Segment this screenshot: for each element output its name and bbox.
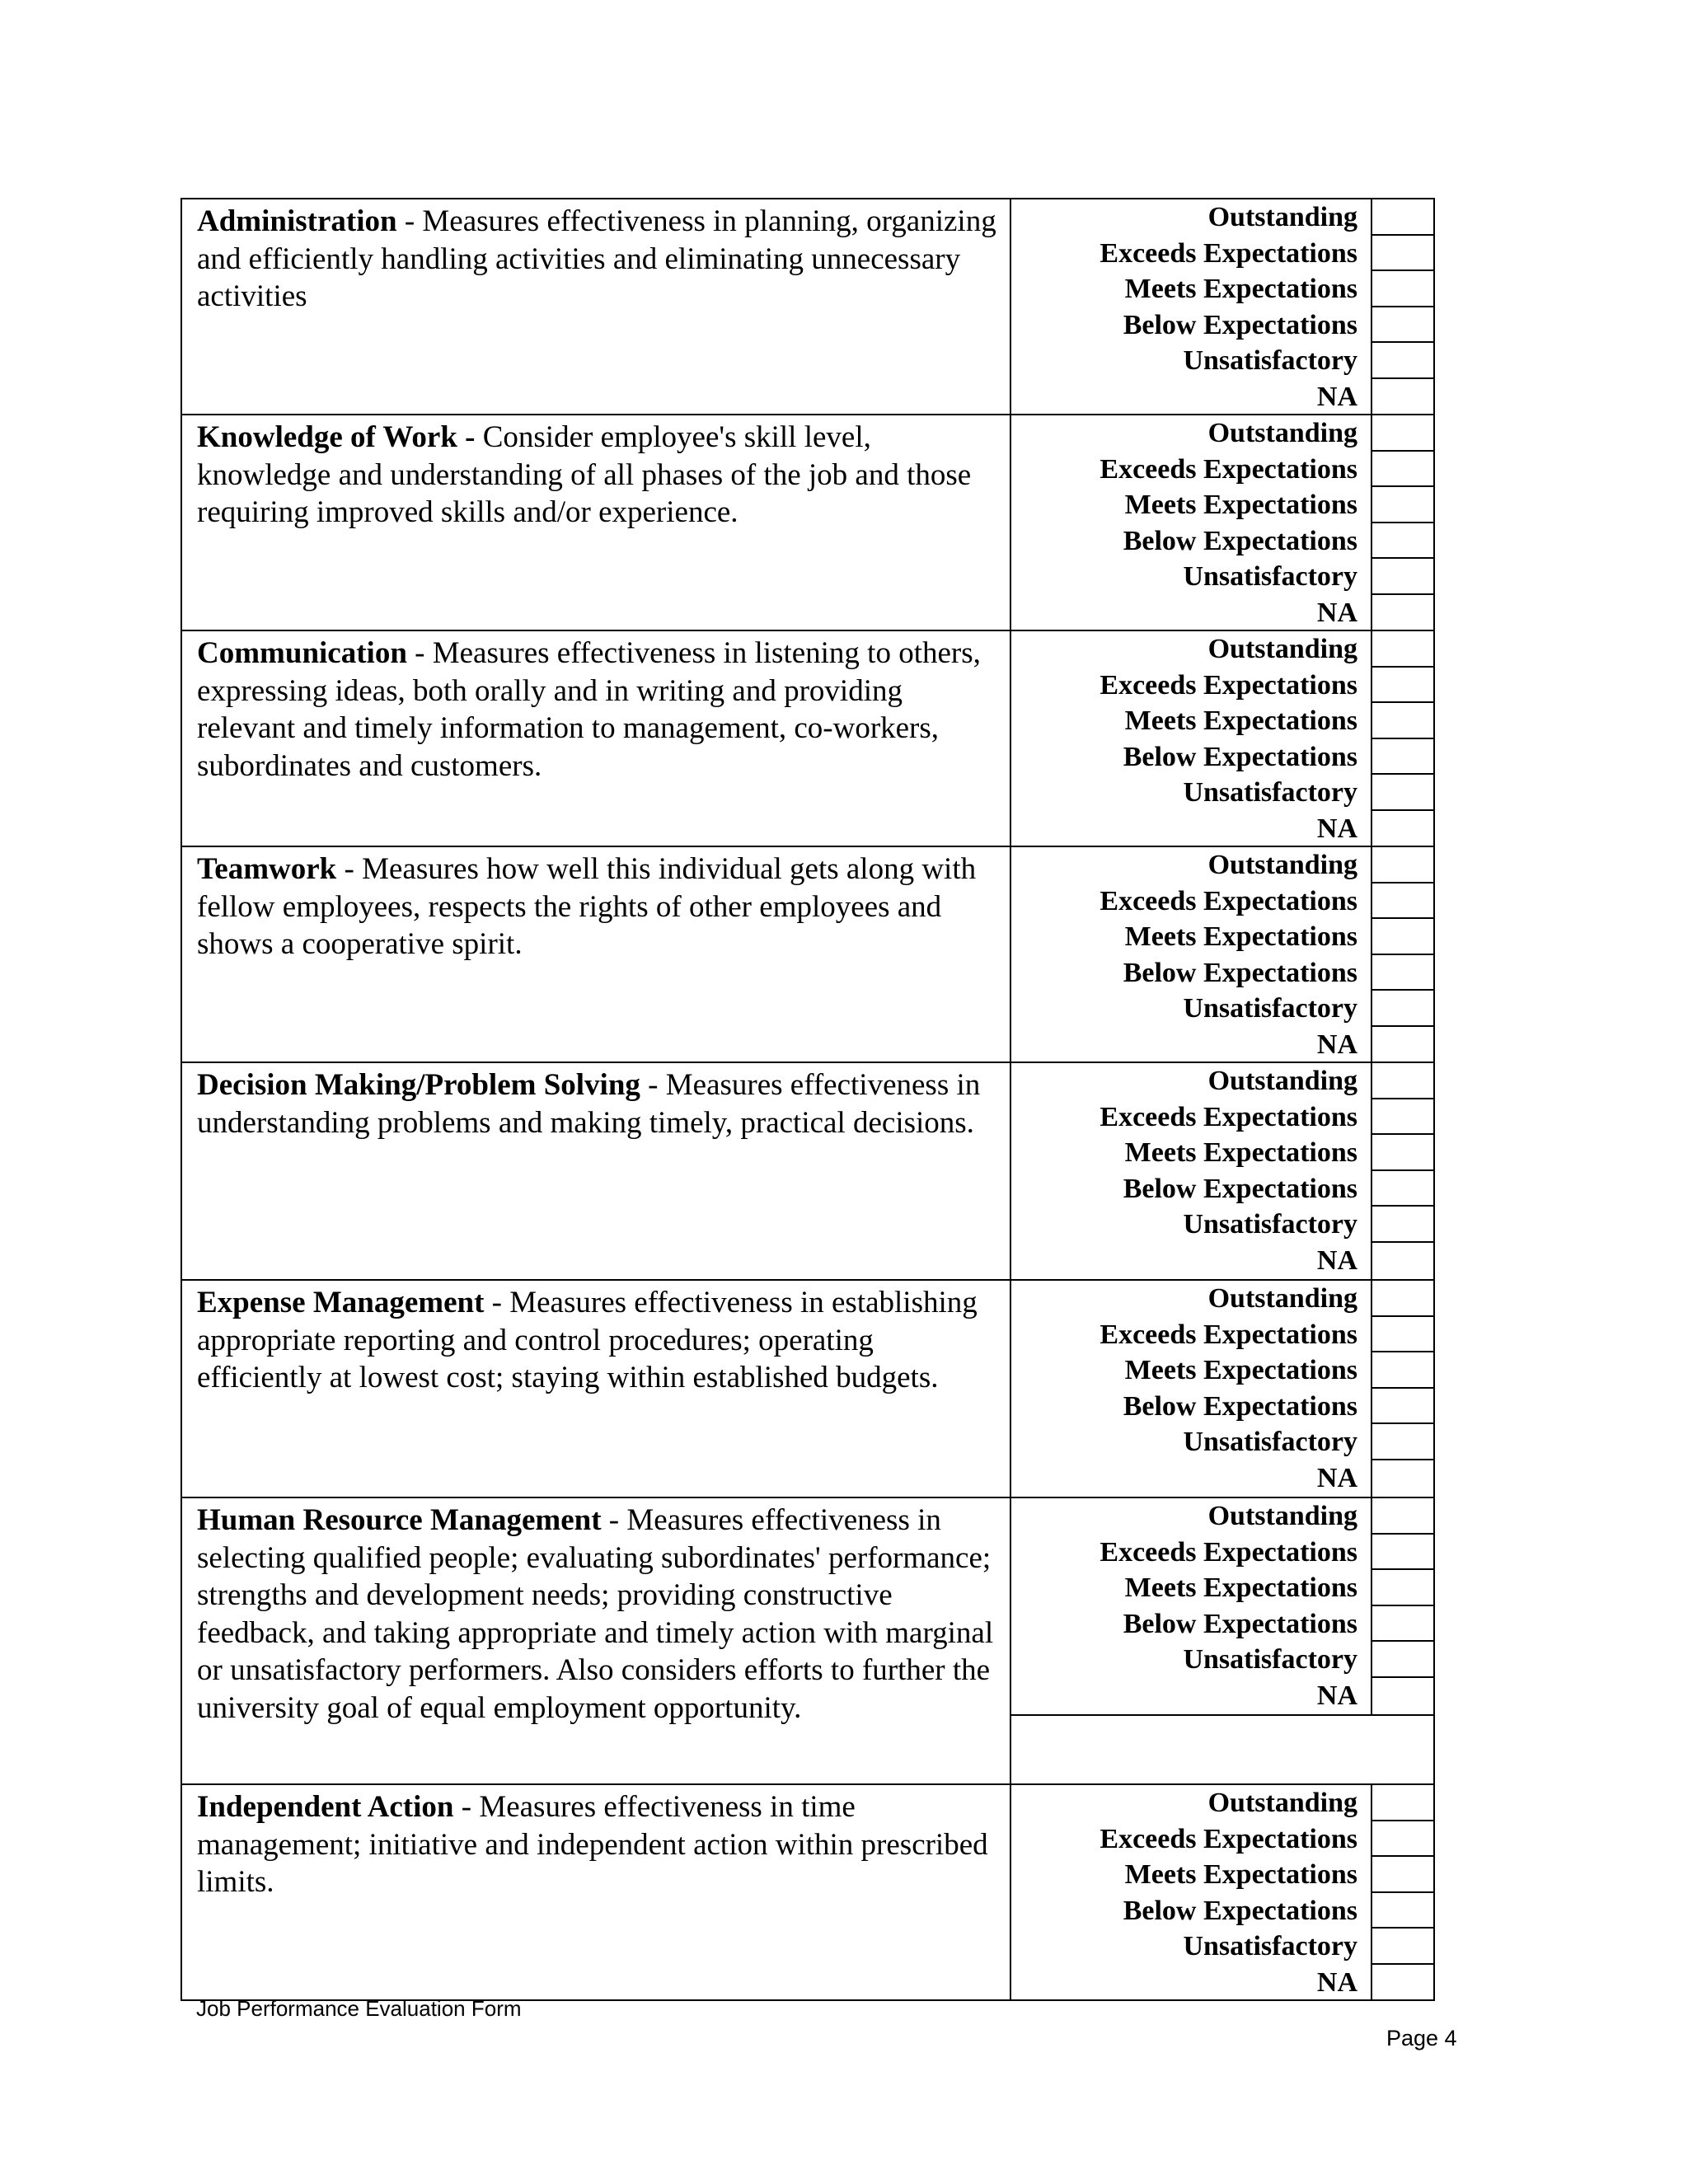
rating-option-unsatisfactory [1011,559,1433,595]
criterion-title: Decision Making/Problem Solving [197,1068,640,1102]
rating-label: Meets Expectations [1124,921,1357,953]
rating-label: Exceeds Expectations [1100,885,1357,916]
rating-checkbox[interactable] [1371,1063,1433,1099]
rating-label: Below Expectations [1123,1895,1357,1926]
criterion-description [182,199,1011,414]
rating-label: NA [1316,381,1357,412]
rating-option-na [1011,1965,1433,2001]
rating-checkbox[interactable] [1371,1606,1433,1643]
criterion-row-knowledge-of-work [182,415,1433,631]
rating-label: Unsatisfactory [1183,1209,1357,1240]
criterion-description [182,1498,1011,1783]
rating-checkbox[interactable] [1371,919,1433,955]
rating-option-na [1011,811,1433,847]
rating-label: Outstanding [1207,850,1357,880]
rating-label: Exceeds Expectations [1100,1319,1357,1350]
rating-option-exceeds [1011,1821,1433,1858]
rating-option-below [1011,955,1433,991]
criterion-separator: - [336,852,363,886]
criterion-description [182,631,1011,846]
rating-options [1011,1063,1433,1279]
rating-option-unsatisfactory [1011,1424,1433,1460]
rating-label: NA [1316,1029,1357,1060]
criterion-row-communication [182,631,1433,847]
rating-option-meets [1011,487,1433,523]
criterion-description [182,847,1011,1062]
criterion-row-expense-management [182,1281,1433,1498]
rating-option-outstanding [1011,1498,1433,1535]
rating-option-meets [1011,271,1433,307]
page-number: Page 4 [1386,2026,1457,2050]
rating-label: Outstanding [1207,634,1357,664]
rating-checkbox[interactable] [1371,595,1433,631]
rating-checkbox[interactable] [1371,307,1433,344]
criterion-row-teamwork [182,847,1433,1063]
criterion-title: Administration [197,204,397,238]
rating-option-below [1011,307,1433,344]
rating-options [1011,1785,1433,1999]
rating-option-meets [1011,703,1433,739]
rating-label: Unsatisfactory [1183,993,1357,1024]
rating-option-exceeds [1011,1317,1433,1353]
criterion-text: Measures effectiveness in listening to others, expressing ideas, both orally and in writing and providing relevant and timely information to management, co-workers, subordinates and customers. [197,636,981,783]
rating-option-outstanding [1011,1063,1433,1099]
criterion-title: Independent Action [197,1790,454,1824]
rating-option-na [1011,1243,1433,1279]
rating-options [1011,415,1433,630]
rating-checkbox[interactable] [1371,1207,1433,1243]
criterion-text: Measures effectiveness in establishing appropriate reporting and control procedures; operating efficiently at lowest cost; staying within established budgets. [197,1286,978,1394]
rating-checkbox[interactable] [1371,1642,1433,1678]
criterion-title: Teamwork [197,852,337,886]
rating-options [1011,199,1433,414]
rating-option-na [1011,379,1433,415]
criterion-text: Consider employee's skill level, knowledge and understanding of all phases of the job and those requiring improved skills and/or experience. [197,420,972,529]
rating-label: NA [1316,813,1357,844]
rating-checkbox[interactable] [1371,271,1433,307]
rating-checkbox[interactable] [1371,1821,1433,1858]
rating-label: Outstanding [1207,1501,1357,1531]
rating-label: Meets Expectations [1124,1572,1357,1604]
criterion-description [182,415,1011,630]
rating-option-exceeds [1011,883,1433,920]
rating-option-meets [1011,1857,1433,1893]
rating-options [1011,1498,1433,1783]
rating-checkbox[interactable] [1371,199,1433,236]
criterion-title: Communication [197,636,407,670]
rating-label: Meets Expectations [1124,705,1357,737]
rating-label: Outstanding [1207,418,1357,448]
rating-label: Below Expectations [1123,741,1357,772]
rating-checkbox[interactable] [1371,703,1433,739]
rating-label: Unsatisfactory [1183,777,1357,808]
rating-option-outstanding [1011,415,1433,452]
rating-checkbox[interactable] [1371,1857,1433,1893]
criterion-separator: - [640,1068,666,1102]
criterion-text: Measures effectiveness in understanding problems and making timely, practical decisions. [197,1068,981,1140]
rating-label: Meets Expectations [1124,1355,1357,1386]
rating-label: Below Expectations [1123,957,1357,988]
rating-label: Below Expectations [1123,1173,1357,1204]
rating-label: Outstanding [1207,1283,1357,1314]
rating-option-unsatisfactory [1011,1642,1433,1678]
rating-label: Outstanding [1207,1066,1357,1096]
rating-label: NA [1316,1966,1357,1998]
rating-checkbox[interactable] [1371,1281,1433,1317]
criterion-row-independent-action [182,1785,1433,2001]
rating-label: Unsatisfactory [1183,1427,1357,1458]
criterion-separator: - [453,1790,480,1824]
rating-checkbox[interactable] [1371,1678,1433,1714]
rating-checkbox[interactable] [1371,379,1433,415]
rating-label: Unsatisfactory [1183,1931,1357,1962]
rating-option-below [1011,739,1433,776]
rating-checkbox[interactable] [1371,1171,1433,1207]
rating-option-outstanding [1011,1281,1433,1317]
rating-checkbox[interactable] [1371,1317,1433,1353]
rating-label: Exceeds Expectations [1100,1823,1357,1854]
rating-label: Exceeds Expectations [1100,237,1357,269]
rating-option-exceeds [1011,668,1433,704]
rating-label: Below Expectations [1123,525,1357,556]
rating-label: Meets Expectations [1124,490,1357,521]
rating-checkbox[interactable] [1371,668,1433,704]
rating-label: Outstanding [1207,1788,1357,1818]
rating-label: Below Expectations [1123,309,1357,340]
rating-option-below [1011,1606,1433,1643]
rating-label: Below Expectations [1123,1390,1357,1422]
rating-option-meets [1011,1352,1433,1389]
form-name-footer: Job Performance Evaluation Form [196,1996,522,2021]
criterion-description [182,1785,1011,1999]
criterion-title: Human Resource Management [197,1503,602,1537]
rating-option-below [1011,1893,1433,1929]
rating-option-unsatisfactory [1011,1207,1433,1243]
rating-checkbox[interactable] [1371,1460,1433,1497]
rating-checkbox[interactable] [1371,631,1433,668]
rating-option-outstanding [1011,847,1433,883]
rating-label: NA [1316,1680,1357,1711]
rating-checkbox[interactable] [1371,847,1433,883]
rating-label: Unsatisfactory [1183,561,1357,593]
rating-checkbox[interactable] [1371,1352,1433,1389]
rating-option-meets [1011,1135,1433,1171]
rating-option-outstanding [1011,1785,1433,1821]
rating-label: Unsatisfactory [1183,345,1357,377]
rating-checkbox[interactable] [1371,1965,1433,2001]
rating-option-meets [1011,1570,1433,1606]
rating-option-na [1011,1027,1433,1063]
rating-label: Exceeds Expectations [1100,1101,1357,1132]
rating-checkbox[interactable] [1371,1535,1433,1571]
rating-checkbox[interactable] [1371,236,1433,272]
rating-label: Exceeds Expectations [1100,669,1357,701]
rating-option-unsatisfactory [1011,775,1433,811]
criterion-text: Measures effectiveness in planning, organizing and efficiently handling activities and eliminating unnecessary activities [197,204,996,313]
rating-label: Meets Expectations [1124,274,1357,305]
rating-checkbox[interactable] [1371,1135,1433,1171]
criterion-separator: - [406,636,433,670]
rating-label: Below Expectations [1123,1608,1357,1639]
rating-checkbox[interactable] [1371,1570,1433,1606]
rating-label: Exceeds Expectations [1100,1536,1357,1568]
rating-checkbox[interactable] [1371,487,1433,523]
rating-checkbox[interactable] [1371,1389,1433,1425]
rating-option-unsatisfactory [1011,343,1433,379]
rating-option-exceeds [1011,1099,1433,1136]
criterion-text: Measures effectiveness in selecting qualified people; evaluating subordinates' performance; strengths and development needs; providing constructive feedback, and taking appropriate and timely action with marginal or unsatisfactory performers. Also considers efforts to further the university goal of equal employment opportunity. [197,1503,994,1725]
rating-options-group [1011,1498,1433,1716]
rating-checkbox[interactable] [1371,775,1433,811]
rating-checkbox[interactable] [1371,1243,1433,1279]
rating-label: Unsatisfactory [1183,1644,1357,1675]
rating-label: Outstanding [1207,202,1357,232]
rating-option-na [1011,595,1433,631]
rating-label: NA [1316,597,1357,628]
rating-option-exceeds [1011,236,1433,272]
rating-options [1011,847,1433,1062]
rating-option-unsatisfactory [1011,1929,1433,1965]
evaluation-table [181,198,1435,2001]
rating-checkbox[interactable] [1371,1929,1433,1965]
rating-option-meets [1011,919,1433,955]
rating-checkbox[interactable] [1371,991,1433,1027]
rating-checkbox[interactable] [1371,1893,1433,1929]
rating-checkbox[interactable] [1371,523,1433,560]
rating-checkbox[interactable] [1371,1498,1433,1535]
criterion-title: Expense Management [197,1286,485,1319]
rating-options [1011,1281,1433,1497]
rating-option-below [1011,1171,1433,1207]
rating-option-na [1011,1678,1433,1714]
rating-options [1011,631,1433,846]
criterion-separator: - [601,1503,627,1537]
rating-label: Meets Expectations [1124,1859,1357,1891]
criterion-title: Knowledge of Work - [197,420,476,454]
rating-checkbox[interactable] [1371,452,1433,488]
rating-checkbox[interactable] [1371,1785,1433,1821]
rating-label: NA [1316,1462,1357,1493]
criterion-description [182,1063,1011,1279]
criterion-row-administration [182,199,1433,415]
criterion-separator: - [396,204,423,238]
rating-checkbox[interactable] [1371,1099,1433,1136]
rating-option-exceeds [1011,1535,1433,1571]
criterion-text: Measures effectiveness in time management; initiative and independent action within prescribed limits. [197,1790,988,1899]
rating-option-na [1011,1460,1433,1497]
rating-label: Meets Expectations [1124,1137,1357,1169]
rating-checkbox[interactable] [1371,739,1433,776]
criterion-separator: - [484,1286,510,1319]
criterion-row-decision-making [182,1063,1433,1281]
rating-label: NA [1316,1244,1357,1276]
criterion-text: Measures how well this individual gets along with fellow employees, respects the rights of other employees and shows a cooperative spirit. [197,852,977,961]
rating-checkbox[interactable] [1371,1424,1433,1460]
criterion-row-human-resource-management [182,1498,1433,1785]
rating-option-outstanding [1011,631,1433,668]
empty-cell [1011,1716,1433,1783]
rating-option-below [1011,523,1433,560]
rating-checkbox[interactable] [1371,343,1433,379]
rating-checkbox[interactable] [1371,1027,1433,1063]
rating-checkbox[interactable] [1371,811,1433,847]
rating-checkbox[interactable] [1371,415,1433,452]
criterion-description [182,1281,1011,1497]
rating-option-outstanding [1011,199,1433,236]
criterion-separator [475,420,482,454]
rating-option-below [1011,1389,1433,1425]
rating-option-exceeds [1011,452,1433,488]
rating-checkbox[interactable] [1371,955,1433,991]
rating-checkbox[interactable] [1371,883,1433,920]
rating-checkbox[interactable] [1371,559,1433,595]
rating-option-unsatisfactory [1011,991,1433,1027]
rating-label: Exceeds Expectations [1100,453,1357,485]
